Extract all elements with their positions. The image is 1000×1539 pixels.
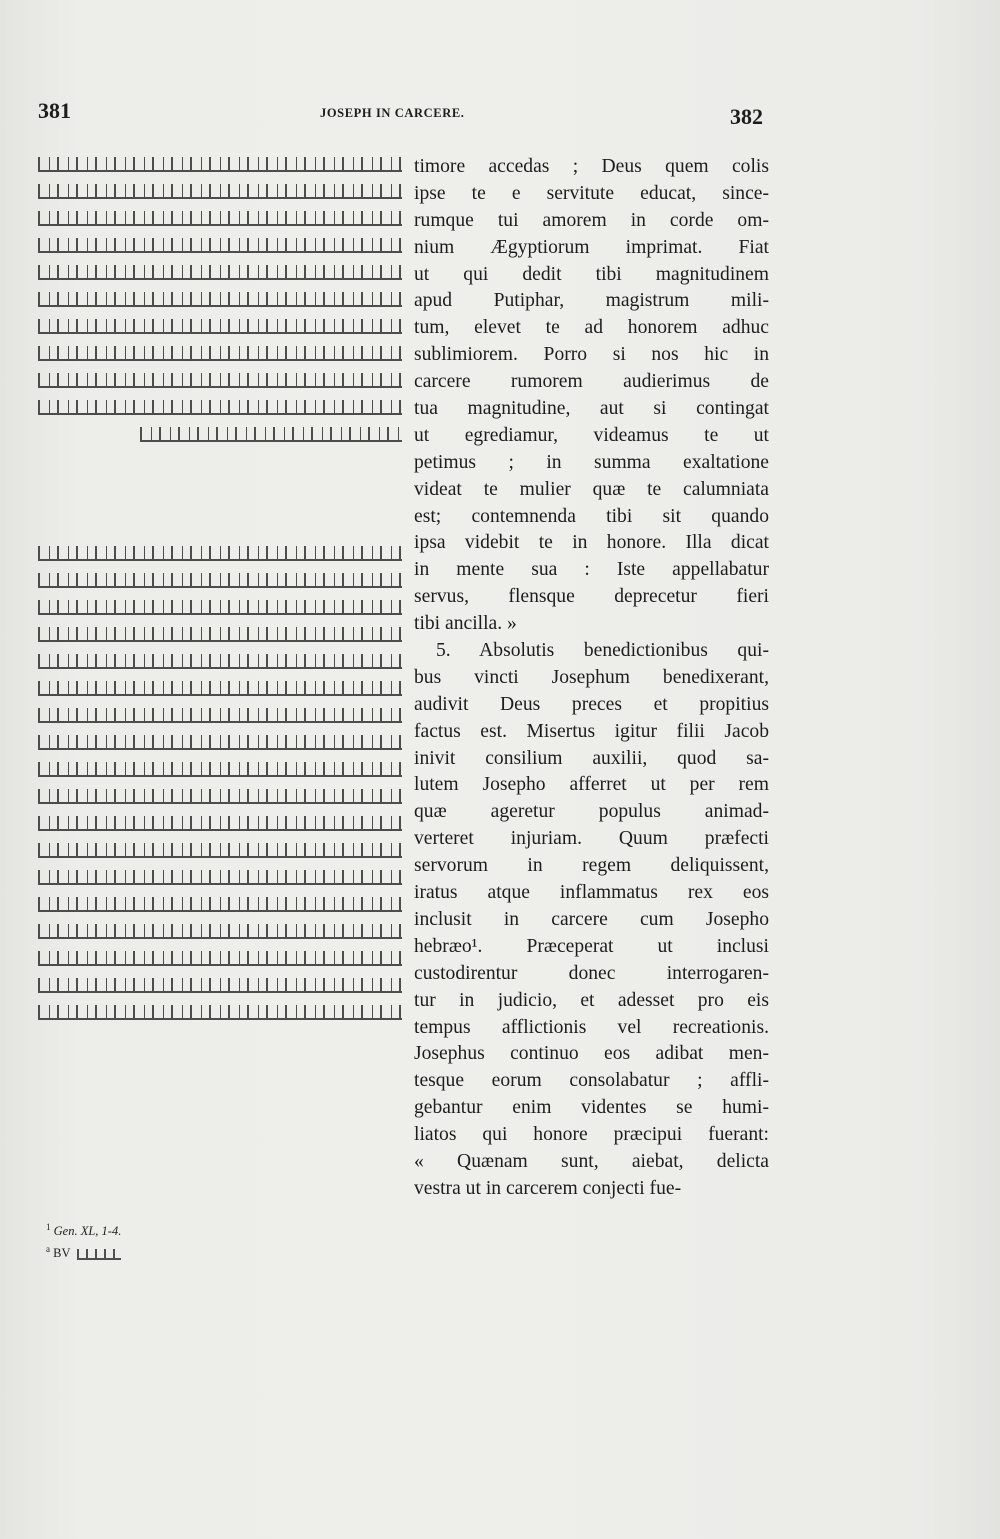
- syriac-line: [38, 285, 402, 312]
- latin-line: ipse te e servitute educat, since-: [414, 182, 769, 204]
- syriac-line: [38, 150, 402, 177]
- syriac-line: [38, 620, 402, 647]
- syriac-line: [38, 177, 402, 204]
- latin-line: liatos qui honore præcipui fuerant:: [414, 1124, 769, 1146]
- running-title: JOSEPH IN CARCERE.: [320, 106, 465, 120]
- latin-line: ipsa videbit te in honore. Illa dicat: [414, 532, 769, 554]
- footnote-marker: a: [46, 1244, 50, 1254]
- syriac-line: [38, 836, 402, 863]
- syriac-line: [38, 231, 402, 258]
- footnote-1: [46, 1222, 396, 1244]
- syriac-line: [38, 701, 402, 728]
- latin-line: quæ ageretur populus animad-: [414, 801, 769, 823]
- syriac-line: [38, 593, 402, 620]
- latin-line: servorum in regem deliquissent,: [414, 855, 769, 877]
- latin-line: tesque eorum consolabatur ; affli-: [414, 1070, 769, 1092]
- page-header: [0, 98, 1000, 132]
- right-page-number: 382: [730, 104, 763, 129]
- latin-line: tibi ancilla. »: [414, 613, 517, 635]
- latin-line: ut qui dedit tibi magnitudinem: [414, 263, 769, 285]
- latin-line: inclusit in carcere cum Josepho: [414, 908, 769, 930]
- syriac-line: [38, 339, 402, 366]
- syriac-line: [38, 420, 402, 447]
- syriac-line: [38, 258, 402, 285]
- latin-line: rumque tui amorem in corde om-: [414, 209, 769, 231]
- syriac-line: [38, 204, 402, 231]
- latin-line: Josephus continuo eos adibat men-: [414, 1043, 769, 1065]
- latin-line: bus vincti Josephum benedixerant,: [414, 666, 769, 688]
- latin-line: factus est. Misertus igitur filii Jacob: [414, 720, 769, 742]
- syriac-line: [38, 393, 402, 420]
- latin-line: iratus atque inflammatus rex eos: [414, 882, 769, 904]
- syriac-line: [38, 647, 402, 674]
- left-page-number: 381: [38, 98, 71, 123]
- syriac-line: [38, 863, 402, 890]
- paragraph-gap: [38, 447, 402, 539]
- latin-line: gebantur enim videntes se humi-: [414, 1097, 769, 1119]
- syriac-line: [38, 755, 402, 782]
- latin-line: petimus ; in summa exaltatione: [414, 451, 769, 473]
- syriac-line: [38, 809, 402, 836]
- latin-line: audivit Deus preces et propitius: [414, 693, 769, 715]
- syriac-line: [38, 917, 402, 944]
- syriac-line: [38, 971, 402, 998]
- syriac-line: [38, 782, 402, 809]
- latin-line: in mente sua : Iste appellabatur: [414, 559, 769, 581]
- syriac-line: [38, 890, 402, 917]
- latin-line: « Quænam sunt, aiebat, delicta: [414, 1150, 769, 1172]
- syriac-line: [38, 944, 402, 971]
- latin-line: vestra ut in carcerem conjecti fue-: [414, 1177, 682, 1199]
- latin-line: inivit consilium auxilii, quod sa-: [414, 747, 769, 769]
- latin-line: hebræo¹. Præceperat ut inclusi: [414, 935, 769, 957]
- latin-line: tua magnitudine, aut si contingat: [414, 398, 769, 420]
- latin-line: lutem Josepho afferret ut per rem: [414, 774, 769, 796]
- latin-line: videat te mulier quæ te calumniata: [414, 478, 769, 500]
- latin-line: nium Ægyptiorum imprimat. Fiat: [414, 236, 769, 258]
- footnote-marker: 1: [46, 1222, 51, 1232]
- syriac-variant: [77, 1249, 121, 1260]
- footnotes: [46, 1222, 396, 1266]
- footnote-text: BV: [53, 1246, 71, 1261]
- footnote-text: Gen. XL, 1-4.: [53, 1224, 122, 1239]
- latin-line: tur in judicio, et adesset pro eis: [414, 989, 769, 1011]
- latin-line: apud Putiphar, magistrum mili-: [414, 290, 769, 312]
- syriac-line: [38, 566, 402, 593]
- syriac-line: [38, 539, 402, 566]
- latin-line: custodirentur donec interrogaren-: [414, 962, 769, 984]
- latin-line: est; contemnenda tibi sit quando: [414, 505, 769, 527]
- syriac-text-column: [38, 150, 402, 1025]
- latin-line: sublimiorem. Porro si nos hic in: [414, 344, 769, 366]
- syriac-line: [38, 674, 402, 701]
- latin-line: tum, elevet te ad honorem adhuc: [414, 317, 769, 339]
- footnote-a: [46, 1244, 396, 1266]
- syriac-line: [38, 728, 402, 755]
- latin-line: servus, flensque deprecetur fieri: [414, 586, 769, 608]
- syriac-line: [38, 998, 402, 1025]
- latin-text-column: [414, 154, 769, 1203]
- latin-line: ut egrediamur, videamus te ut: [414, 424, 769, 446]
- latin-line: 5. Absolutis benedictionibus qui-: [436, 640, 769, 662]
- syriac-line: [38, 366, 402, 393]
- latin-line: carcere rumorem audierimus de: [414, 371, 769, 393]
- latin-line: tempus afflictionis vel recreationis.: [414, 1016, 769, 1038]
- latin-line: timore accedas ; Deus quem colis: [414, 156, 769, 177]
- latin-line: verteret injuriam. Quum præfecti: [414, 828, 769, 850]
- syriac-line: [38, 312, 402, 339]
